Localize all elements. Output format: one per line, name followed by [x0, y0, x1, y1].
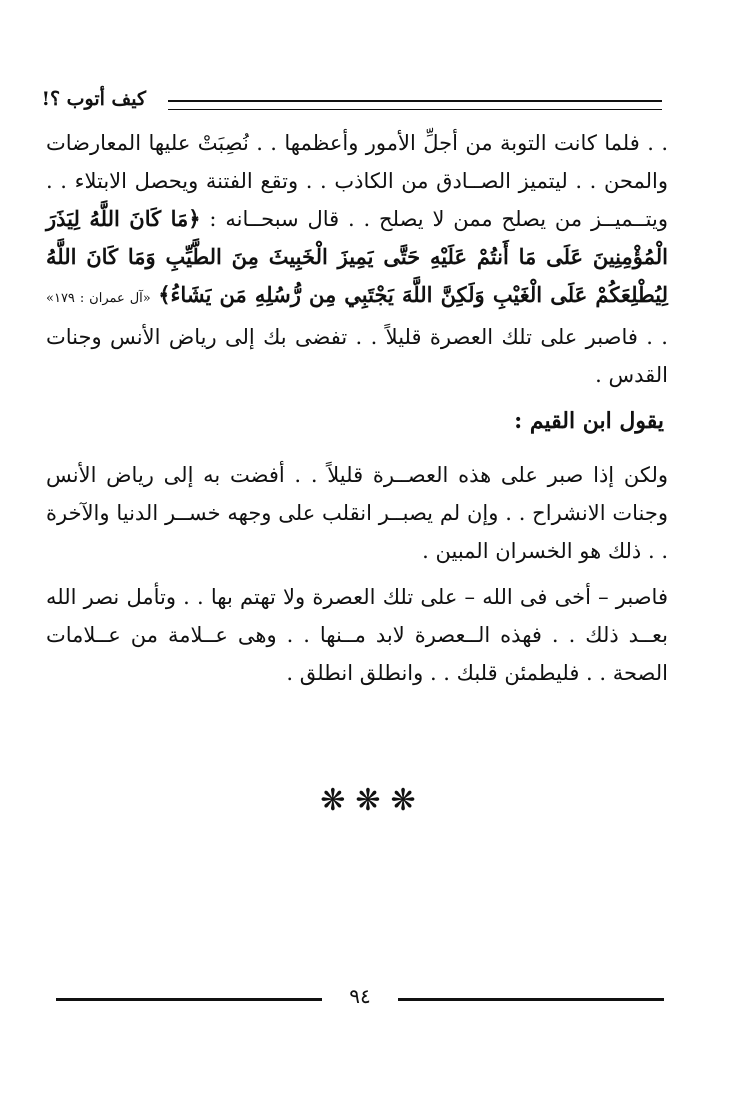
page-number: ٩٤ — [349, 984, 371, 1008]
footer-rule-right — [398, 998, 664, 1001]
section-subheading: يقول ابن القيم : — [514, 408, 664, 434]
paragraph-intro — [46, 124, 668, 394]
section-separator-asterisks: ❋❋❋ — [320, 783, 426, 818]
paragraph-advice: فاصبر – أخى فى الله – على تلك العصرة ولا تهتم بها . . وتأمل نصر الله بعــد ذلك . . فهذه الــعصرة لابد مــنها . . وهى عــلامة من عــلامات الصحة . . فليطمئن قلبك . . وانطلق انطلق . — [46, 585, 668, 685]
header-double-rule — [168, 100, 662, 110]
paragraph-intro-lead: . . فلما كانت التوبة من أجلِّ الأمور وأعظمها . . نُصِبَتْ عليها المعارضات والمحن . . ليتميز الصــادق من الكاذب . . وتقع الفتنة ويحصل الابتلاء . . ويتــميــز من يصلح ممن لا يصلح . . قال سبحــانه : — [46, 131, 668, 231]
verse-citation: «آل عمران : ١٧٩» — [46, 291, 151, 306]
footer-rule-left — [56, 998, 322, 1001]
quran-verse: ﴿مَا كَانَ اللَّهُ لِيَذَرَ الْمُؤْمِنِينَ عَلَى مَا أَنتُمْ عَلَيْهِ حَتَّى يَمِيزَ الْخَبِيثَ مِنَ الطَّيِّبِ وَمَا كَانَ اللَّهُ لِيُطْلِعَكُمْ عَلَى الْغَيْبِ وَلَكِنَّ اللَّهَ يَجْتَبِي مِن رُّسُلِهِ مَن يَشَاءُ﴾ — [46, 206, 668, 307]
running-header-title: كيف أتوب ؟! — [41, 88, 146, 110]
paragraph-intro-tail: . . فاصبر على تلك العصرة قليلاً . . تفضى بك إلى رياض الأنس وجنات القدس . — [46, 325, 668, 387]
paragraph-quote: ولكن إذا صبر على هذه العصــرة قليلاً . . أفضت به إلى رياض الأنس وجنات الانشراح . . وإن لم يصبــر انقلب على وجهه خســر الدنيا والآخرة . . ذلك هو الخسران المبين . — [46, 463, 668, 563]
